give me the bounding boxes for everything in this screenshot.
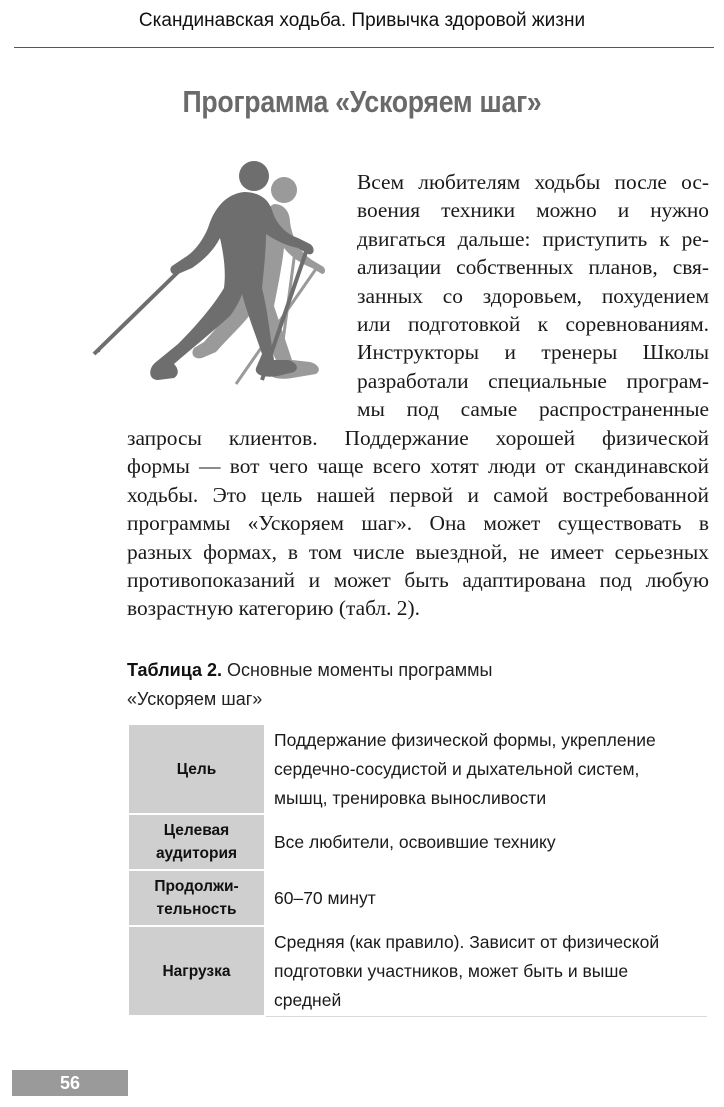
section-title: Программа «Ускоряем шаг» — [182, 84, 542, 119]
table-key-cell — [128, 724, 265, 814]
intro-paragraph-full — [127, 424, 709, 623]
table-key-cell — [128, 870, 265, 926]
table-row — [128, 814, 708, 870]
table-key-text: тельность — [156, 901, 237, 918]
table-caption-label: Таблица 2. — [127, 660, 223, 680]
table-key-cell — [128, 926, 265, 1016]
paragraph-line: или подготовкой к соревнованиям. — [357, 312, 709, 337]
running-head: Скандинавская ходьба. Привычка здоровой жизни — [138, 10, 586, 31]
paragraph-line: ходьбы. Это цель нашей первой и самой востребованной — [127, 482, 709, 507]
table-row — [128, 724, 708, 814]
table-key-text: Цель — [176, 760, 217, 778]
table-value-cell — [265, 870, 708, 926]
table-caption-text-2: «Ускоряем шаг» — [127, 689, 263, 709]
paragraph-line: двигаться дальше: приступить к ре- — [357, 226, 709, 251]
table-value-cell — [265, 724, 708, 814]
table-key-text: Нагрузка — [162, 962, 231, 980]
table-key-cell — [128, 814, 265, 870]
table-key-text: аудитория — [155, 845, 238, 862]
table-value-line: мышц, тренировка выносливости — [274, 787, 547, 808]
paragraph-line: возрастную категорию (табл. 2). — [127, 596, 420, 621]
nordic-walkers-icon — [86, 148, 346, 400]
table-value-line: Средняя (как правило). Зависит от физической — [274, 931, 660, 952]
page-number: 56 — [12, 1070, 128, 1096]
table-row — [128, 926, 708, 1016]
paragraph-line: запросы клиентов. Поддержание хорошей физической — [127, 426, 709, 450]
paragraph-line: противопоказаний и может быть адаптирована под любую — [127, 568, 709, 593]
intro-paragraph-wrapped — [357, 168, 709, 424]
table-value-line: Поддержание физической формы, укрепление — [274, 729, 656, 750]
program-table — [127, 723, 709, 1017]
paragraph-line: воения техники можно и нужно — [357, 198, 709, 223]
table-value-cell — [265, 926, 708, 1016]
paragraph-line: программы «Ускоряем шаг». Она может существовать в — [127, 511, 709, 536]
paragraph-line: разработали специальные програм- — [357, 368, 709, 393]
table-row — [128, 870, 708, 926]
paragraph-line: ализации собственных планов, свя- — [357, 255, 709, 280]
table-caption-text: Основные моменты программы — [222, 660, 493, 680]
paragraph-line: разных формах, в том числе выездной, не имеет серьезных — [127, 539, 709, 564]
paragraph-line: Инструкторы и тренеры Школы — [357, 340, 709, 365]
table-value-cell — [265, 814, 708, 870]
paragraph-line: занных со здоровьем, похудением — [357, 283, 709, 308]
table-value-line: Все любители, освоившие технику — [274, 831, 556, 852]
table-value-line: сердечно-сосудистой и дыхательной систем, — [274, 758, 640, 779]
table-value-line: 60–70 минут — [274, 887, 376, 908]
paragraph-line: формы — вот чего чаще всего хотят люди от скандинавской — [127, 454, 709, 479]
table-key-text: Целевая — [163, 822, 230, 839]
header-divider — [14, 47, 714, 48]
table-caption — [127, 656, 687, 714]
paragraph-line: Всем любителям ходьбы после ос- — [357, 170, 709, 194]
paragraph-line: мы под самые распространенные — [357, 397, 709, 422]
table-key-text: Продолжи- — [154, 878, 239, 895]
table-value-line: подготовки участников, может быть и выше — [274, 960, 629, 981]
table-value-line: средней — [274, 989, 342, 1010]
